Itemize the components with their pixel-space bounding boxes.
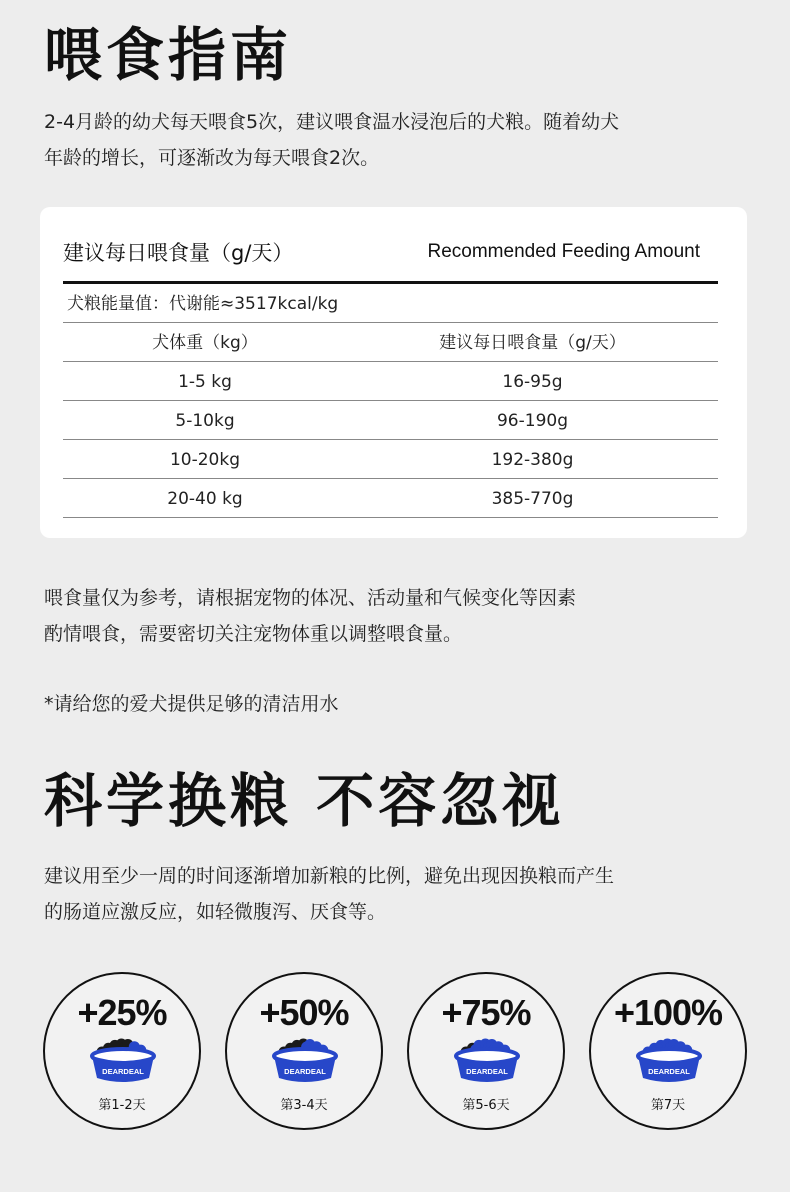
amount-cell: 96-190g — [496, 411, 568, 431]
transition-step-3 — [407, 972, 565, 1130]
amount-cell: 192-380g — [491, 450, 574, 470]
bowl-brand-label: DEARDEAL — [466, 1067, 508, 1076]
feeding-table — [63, 323, 718, 518]
feeding-intro-line-1: 2-4月龄的幼犬每天喂食5次，建议喂食温水浸泡后的犬粮。随着幼犬 — [44, 111, 620, 133]
step-percent: +100% — [613, 992, 723, 1033]
step-percent: +50% — [259, 992, 349, 1033]
step-days: 第3-4天 — [280, 1098, 328, 1113]
transition-step-1 — [43, 972, 201, 1130]
column-header-weight: 犬体重（kg） — [152, 333, 258, 353]
feeding-table-title-cn: 建议每日喂食量（g/天） — [63, 241, 294, 265]
step-percent: +25% — [77, 992, 167, 1033]
feeding-table-header-row — [63, 323, 718, 362]
step-days: 第1-2天 — [98, 1098, 146, 1113]
food-switch-text-line-2: 的肠道应激反应，如轻微腹泻、厌食等。 — [44, 901, 387, 923]
transition-step-4 — [589, 972, 747, 1130]
bowl-brand-label: DEARDEAL — [284, 1067, 326, 1076]
feeding-table-header — [63, 235, 718, 284]
column-header-amount: 建议每日喂食量（g/天） — [439, 333, 626, 353]
table-row — [63, 479, 718, 518]
weight-cell: 10-20kg — [169, 450, 241, 470]
feeding-intro-line-2: 年龄的增长，可逐渐改为每天喂食2次。 — [44, 147, 380, 169]
amount-cell: 385-770g — [491, 489, 574, 509]
dog-bowl-icon — [632, 1034, 706, 1086]
table-row — [63, 401, 718, 440]
transition-step-2 — [225, 972, 383, 1130]
feeding-note — [44, 580, 749, 652]
amount-cell: 16-95g — [502, 372, 563, 392]
weight-cell: 1-5 kg — [178, 372, 232, 392]
food-switch-title: 科学换粮 不容忽视 — [44, 767, 565, 835]
dog-bowl-icon — [268, 1034, 342, 1086]
feeding-note-line-1: 喂食量仅为参考，请根据宠物的体况、活动量和气候变化等因素 — [44, 587, 577, 609]
food-transition-steps — [0, 972, 790, 1132]
feeding-table-title-en: Recommended Feeding Amount — [427, 241, 700, 262]
bowl-brand-label: DEARDEAL — [102, 1067, 144, 1076]
food-energy-value: 犬粮能量值：代谢能≈3517kcal/kg — [63, 284, 718, 323]
feeding-note-line-2: 酌情喂食，需要密切关注宠物体重以调整喂食量。 — [44, 623, 463, 645]
bowl-brand-label: DEARDEAL — [648, 1067, 690, 1076]
table-row — [63, 440, 718, 479]
dog-bowl-icon — [450, 1034, 524, 1086]
step-days: 第5-6天 — [462, 1098, 510, 1113]
step-days: 第7天 — [650, 1098, 686, 1113]
weight-cell: 20-40 kg — [167, 489, 243, 509]
step-percent: +75% — [441, 992, 531, 1033]
dog-bowl-icon — [86, 1034, 160, 1086]
feeding-guide-title: 喂食指南 — [44, 21, 293, 89]
water-note: *请给您的爱犬提供足够的清洁用水 — [44, 693, 339, 715]
table-row — [63, 362, 718, 401]
food-switch-text — [44, 858, 749, 930]
feeding-intro — [44, 104, 749, 176]
food-switch-text-line-1: 建议用至少一周的时间逐渐增加新粮的比例，避免出现因换粮而产生 — [44, 865, 615, 887]
feeding-amount-card — [40, 207, 747, 538]
weight-cell: 5-10kg — [175, 411, 235, 431]
